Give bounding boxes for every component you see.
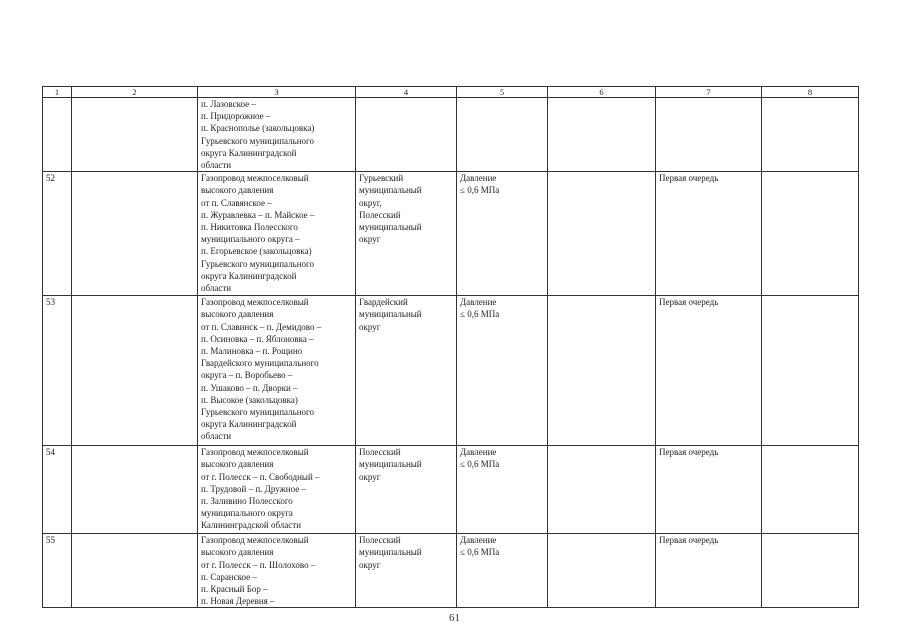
route-cell: Газопровод межпоселковый высокого давления от п. Славянское – п. Журавлевка – п. Майское – п. Никитовка Полесского муниципального округа – п. Егорьевское (закольцовка) Гурьевского муниципального округа Калининградской области	[198, 172, 356, 296]
column-number-row	[43, 87, 859, 98]
column-number: 6	[548, 87, 656, 98]
column-number: 1	[43, 87, 72, 98]
row-number: 52	[43, 172, 72, 296]
empty-cell	[72, 172, 198, 296]
row-number	[43, 98, 72, 172]
column-number: 5	[457, 87, 548, 98]
territory-cell: Полесский муниципальный округ	[356, 446, 457, 534]
territory-cell	[356, 98, 457, 172]
column-number: 7	[656, 87, 762, 98]
priority-cell: Первая очередь	[656, 534, 762, 608]
empty-cell	[548, 172, 656, 296]
territory-cell: Гурьевский муниципальный округ, Полесский муниципальный округ	[356, 172, 457, 296]
empty-cell	[72, 446, 198, 534]
empty-cell	[548, 296, 656, 446]
empty-cell	[72, 98, 198, 172]
route-cell: Газопровод межпоселковый высокого давления от г. Полесск – п. Свободный – п. Трудовой – п. Дружное – п. Заливино Полесского муниципального округа Калининградской области	[198, 446, 356, 534]
route-cell: Газопровод межпоселковый высокого давления от г. Полесск – п. Шолохово – п. Саранское – п. Красный Бор – п. Новая Деревня –	[198, 534, 356, 608]
territory-cell: Полесский муниципальный округ	[356, 534, 457, 608]
pressure-cell: Давление ≤ 0,6 МПа	[457, 296, 548, 446]
priority-cell: Первая очередь	[656, 172, 762, 296]
empty-cell	[762, 98, 859, 172]
priority-cell: Первая очередь	[656, 446, 762, 534]
empty-cell	[762, 172, 859, 296]
empty-cell	[762, 296, 859, 446]
column-number: 4	[356, 87, 457, 98]
column-number: 8	[762, 87, 859, 98]
pressure-cell: Давление ≤ 0,6 МПа	[457, 534, 548, 608]
data-table	[42, 86, 859, 608]
row-number: 54	[43, 446, 72, 534]
priority-cell: Первая очередь	[656, 296, 762, 446]
pressure-cell: Давление ≤ 0,6 МПа	[457, 172, 548, 296]
row-number: 55	[43, 534, 72, 608]
empty-cell	[762, 534, 859, 608]
territory-cell: Гвардейский муниципальный округ	[356, 296, 457, 446]
table-row	[43, 98, 859, 172]
priority-cell	[656, 98, 762, 172]
column-number: 2	[72, 87, 198, 98]
table-row	[43, 172, 859, 296]
empty-cell	[548, 534, 656, 608]
empty-cell	[72, 296, 198, 446]
empty-cell	[548, 446, 656, 534]
pressure-cell	[457, 98, 548, 172]
route-cell: п. Лазовское – п. Придорожное – п. Краснополье (закольцовка) Гурьевского муниципального округа Калининградской области	[198, 98, 356, 172]
table-row	[43, 296, 859, 446]
empty-cell	[548, 98, 656, 172]
page-number: 61	[449, 612, 460, 624]
table-row	[43, 446, 859, 534]
table-row	[43, 534, 859, 608]
pressure-cell: Давление ≤ 0,6 МПа	[457, 446, 548, 534]
column-number: 3	[198, 87, 356, 98]
route-cell: Газопровод межпоселковый высокого давления от п. Славинск – п. Демидово – п. Осиновка – п. Яблоновка – п. Малиновка – п. Рощино Гвардейского муниципального округа – п. Воробьево – п. Ушаково – п. Дворки – п. Высокое (закольцовка) Гурьевского муниципального округа Калининградской области	[198, 296, 356, 446]
empty-cell	[72, 534, 198, 608]
row-number: 53	[43, 296, 72, 446]
empty-cell	[762, 446, 859, 534]
